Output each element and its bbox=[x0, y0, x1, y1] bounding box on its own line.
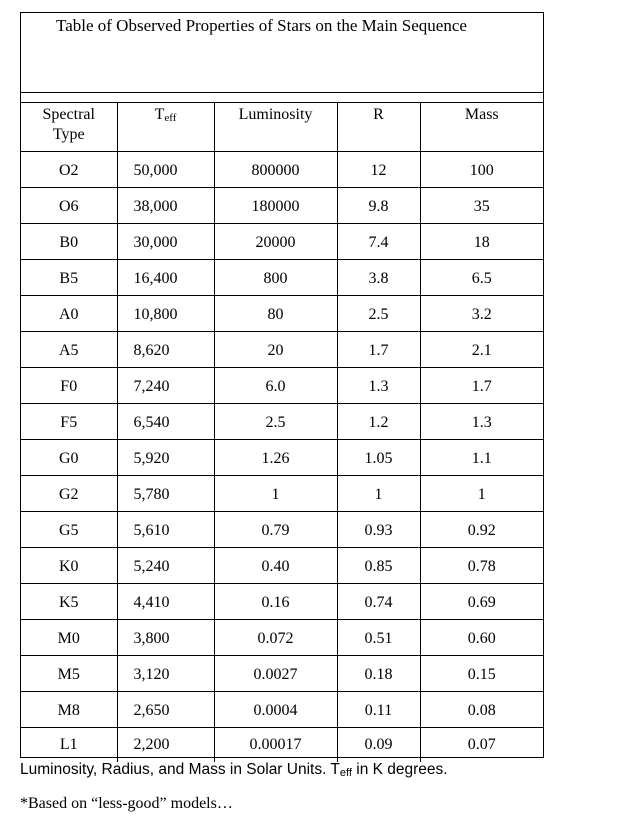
cell-luminosity: 20000 bbox=[214, 224, 337, 260]
cell-radius: 1.3 bbox=[337, 368, 420, 404]
header-teff bbox=[117, 103, 214, 152]
cell-mass: 1.3 bbox=[420, 404, 543, 440]
table-row bbox=[21, 692, 543, 728]
cell-radius: 9.8 bbox=[337, 188, 420, 224]
table-row bbox=[21, 440, 543, 476]
cell-spectral-type: K0 bbox=[21, 548, 117, 584]
cell-mass: 100 bbox=[420, 152, 543, 188]
cell-mass: 6.5 bbox=[420, 260, 543, 296]
cell-luminosity: 0.79 bbox=[214, 512, 337, 548]
cell-radius: 1 bbox=[337, 476, 420, 512]
cell-luminosity: 1.26 bbox=[214, 440, 337, 476]
table-row bbox=[21, 620, 543, 656]
cell-teff: 3,120 bbox=[117, 656, 214, 692]
cell-teff: 5,240 bbox=[117, 548, 214, 584]
cell-mass: 1.1 bbox=[420, 440, 543, 476]
cell-radius: 3.8 bbox=[337, 260, 420, 296]
table-row bbox=[21, 224, 543, 260]
table-box bbox=[20, 12, 544, 758]
table-title: Table of Observed Properties of Stars on the Main Sequence bbox=[56, 16, 467, 35]
table-row bbox=[21, 656, 543, 692]
units-note bbox=[20, 761, 448, 779]
cell-mass: 0.07 bbox=[420, 728, 543, 762]
table-row bbox=[21, 548, 543, 584]
cell-spectral-type: O6 bbox=[21, 188, 117, 224]
cell-teff: 30,000 bbox=[117, 224, 214, 260]
cell-spectral-type: G0 bbox=[21, 440, 117, 476]
cell-luminosity: 0.0004 bbox=[214, 692, 337, 728]
cell-radius: 0.51 bbox=[337, 620, 420, 656]
table-row bbox=[21, 188, 543, 224]
cell-mass: 1.7 bbox=[420, 368, 543, 404]
cell-radius: 0.18 bbox=[337, 656, 420, 692]
cell-radius: 1.7 bbox=[337, 332, 420, 368]
cell-luminosity: 80 bbox=[214, 296, 337, 332]
cell-radius: 7.4 bbox=[337, 224, 420, 260]
cell-teff: 6,540 bbox=[117, 404, 214, 440]
table-row bbox=[21, 476, 543, 512]
cell-luminosity: 0.40 bbox=[214, 548, 337, 584]
cell-teff: 5,610 bbox=[117, 512, 214, 548]
cell-luminosity: 0.072 bbox=[214, 620, 337, 656]
title-gap bbox=[21, 93, 543, 102]
header-row bbox=[21, 103, 543, 152]
cell-spectral-type: M5 bbox=[21, 656, 117, 692]
cell-spectral-type: F5 bbox=[21, 404, 117, 440]
cell-teff: 2,200 bbox=[117, 728, 214, 762]
table-row bbox=[21, 296, 543, 332]
cell-luminosity: 2.5 bbox=[214, 404, 337, 440]
stars-table bbox=[21, 102, 543, 762]
cell-mass: 2.1 bbox=[420, 332, 543, 368]
header-luminosity: Luminosity bbox=[214, 103, 337, 152]
table-row bbox=[21, 728, 543, 762]
cell-teff: 50,000 bbox=[117, 152, 214, 188]
header-spectral-line1: Spectral bbox=[42, 106, 95, 123]
header-spectral-type bbox=[21, 103, 117, 152]
header-teff-main: T bbox=[154, 106, 165, 123]
cell-radius: 0.93 bbox=[337, 512, 420, 548]
cell-radius: 1.05 bbox=[337, 440, 420, 476]
cell-luminosity: 800000 bbox=[214, 152, 337, 188]
table-row bbox=[21, 152, 543, 188]
cell-radius: 0.85 bbox=[337, 548, 420, 584]
units-note-prefix: Luminosity, Radius, and Mass in Solar Units. T bbox=[20, 761, 340, 778]
cell-luminosity: 0.00017 bbox=[214, 728, 337, 762]
cell-mass: 0.78 bbox=[420, 548, 543, 584]
cell-luminosity: 0.0027 bbox=[214, 656, 337, 692]
cell-luminosity: 800 bbox=[214, 260, 337, 296]
cell-luminosity: 20 bbox=[214, 332, 337, 368]
title-cell bbox=[21, 13, 543, 93]
units-note-sub: eff bbox=[339, 767, 352, 779]
cell-spectral-type: M8 bbox=[21, 692, 117, 728]
cell-spectral-type: G2 bbox=[21, 476, 117, 512]
cell-teff: 8,620 bbox=[117, 332, 214, 368]
cell-spectral-type: O2 bbox=[21, 152, 117, 188]
cell-spectral-type: M0 bbox=[21, 620, 117, 656]
cell-teff: 7,240 bbox=[117, 368, 214, 404]
cell-radius: 0.11 bbox=[337, 692, 420, 728]
cell-mass: 0.60 bbox=[420, 620, 543, 656]
cell-mass: 0.08 bbox=[420, 692, 543, 728]
units-note-suffix: in K degrees. bbox=[351, 761, 448, 778]
cell-teff: 4,410 bbox=[117, 584, 214, 620]
cell-mass: 0.69 bbox=[420, 584, 543, 620]
cell-luminosity: 1 bbox=[214, 476, 337, 512]
table-row bbox=[21, 332, 543, 368]
cell-mass: 1 bbox=[420, 476, 543, 512]
header-radius: R bbox=[337, 103, 420, 152]
cell-teff: 10,800 bbox=[117, 296, 214, 332]
cell-spectral-type: A5 bbox=[21, 332, 117, 368]
header-mass: Mass bbox=[420, 103, 543, 152]
table-row bbox=[21, 260, 543, 296]
header-spectral-line2: Type bbox=[52, 126, 85, 143]
cell-teff: 3,800 bbox=[117, 620, 214, 656]
cell-luminosity: 0.16 bbox=[214, 584, 337, 620]
cell-mass: 3.2 bbox=[420, 296, 543, 332]
cell-teff: 38,000 bbox=[117, 188, 214, 224]
cell-mass: 0.15 bbox=[420, 656, 543, 692]
cell-radius: 0.74 bbox=[337, 584, 420, 620]
cell-luminosity: 6.0 bbox=[214, 368, 337, 404]
cell-luminosity: 180000 bbox=[214, 188, 337, 224]
cell-spectral-type: A0 bbox=[21, 296, 117, 332]
cell-mass: 0.92 bbox=[420, 512, 543, 548]
cell-mass: 18 bbox=[420, 224, 543, 260]
cell-radius: 0.09 bbox=[337, 728, 420, 762]
table-row bbox=[21, 368, 543, 404]
cell-radius: 1.2 bbox=[337, 404, 420, 440]
cell-spectral-type: L1 bbox=[21, 728, 117, 762]
table-row bbox=[21, 584, 543, 620]
table-row bbox=[21, 404, 543, 440]
cell-mass: 35 bbox=[420, 188, 543, 224]
table-row bbox=[21, 512, 543, 548]
cell-spectral-type: B0 bbox=[21, 224, 117, 260]
cell-spectral-type: K5 bbox=[21, 584, 117, 620]
cell-radius: 2.5 bbox=[337, 296, 420, 332]
cell-spectral-type: G5 bbox=[21, 512, 117, 548]
cell-radius: 12 bbox=[337, 152, 420, 188]
models-note: *Based on “less-good” models… bbox=[20, 795, 233, 812]
header-teff-sub: eff bbox=[164, 112, 177, 124]
cell-teff: 16,400 bbox=[117, 260, 214, 296]
cell-teff: 2,650 bbox=[117, 692, 214, 728]
cell-teff: 5,780 bbox=[117, 476, 214, 512]
cell-teff: 5,920 bbox=[117, 440, 214, 476]
cell-spectral-type: B5 bbox=[21, 260, 117, 296]
cell-spectral-type: F0 bbox=[21, 368, 117, 404]
